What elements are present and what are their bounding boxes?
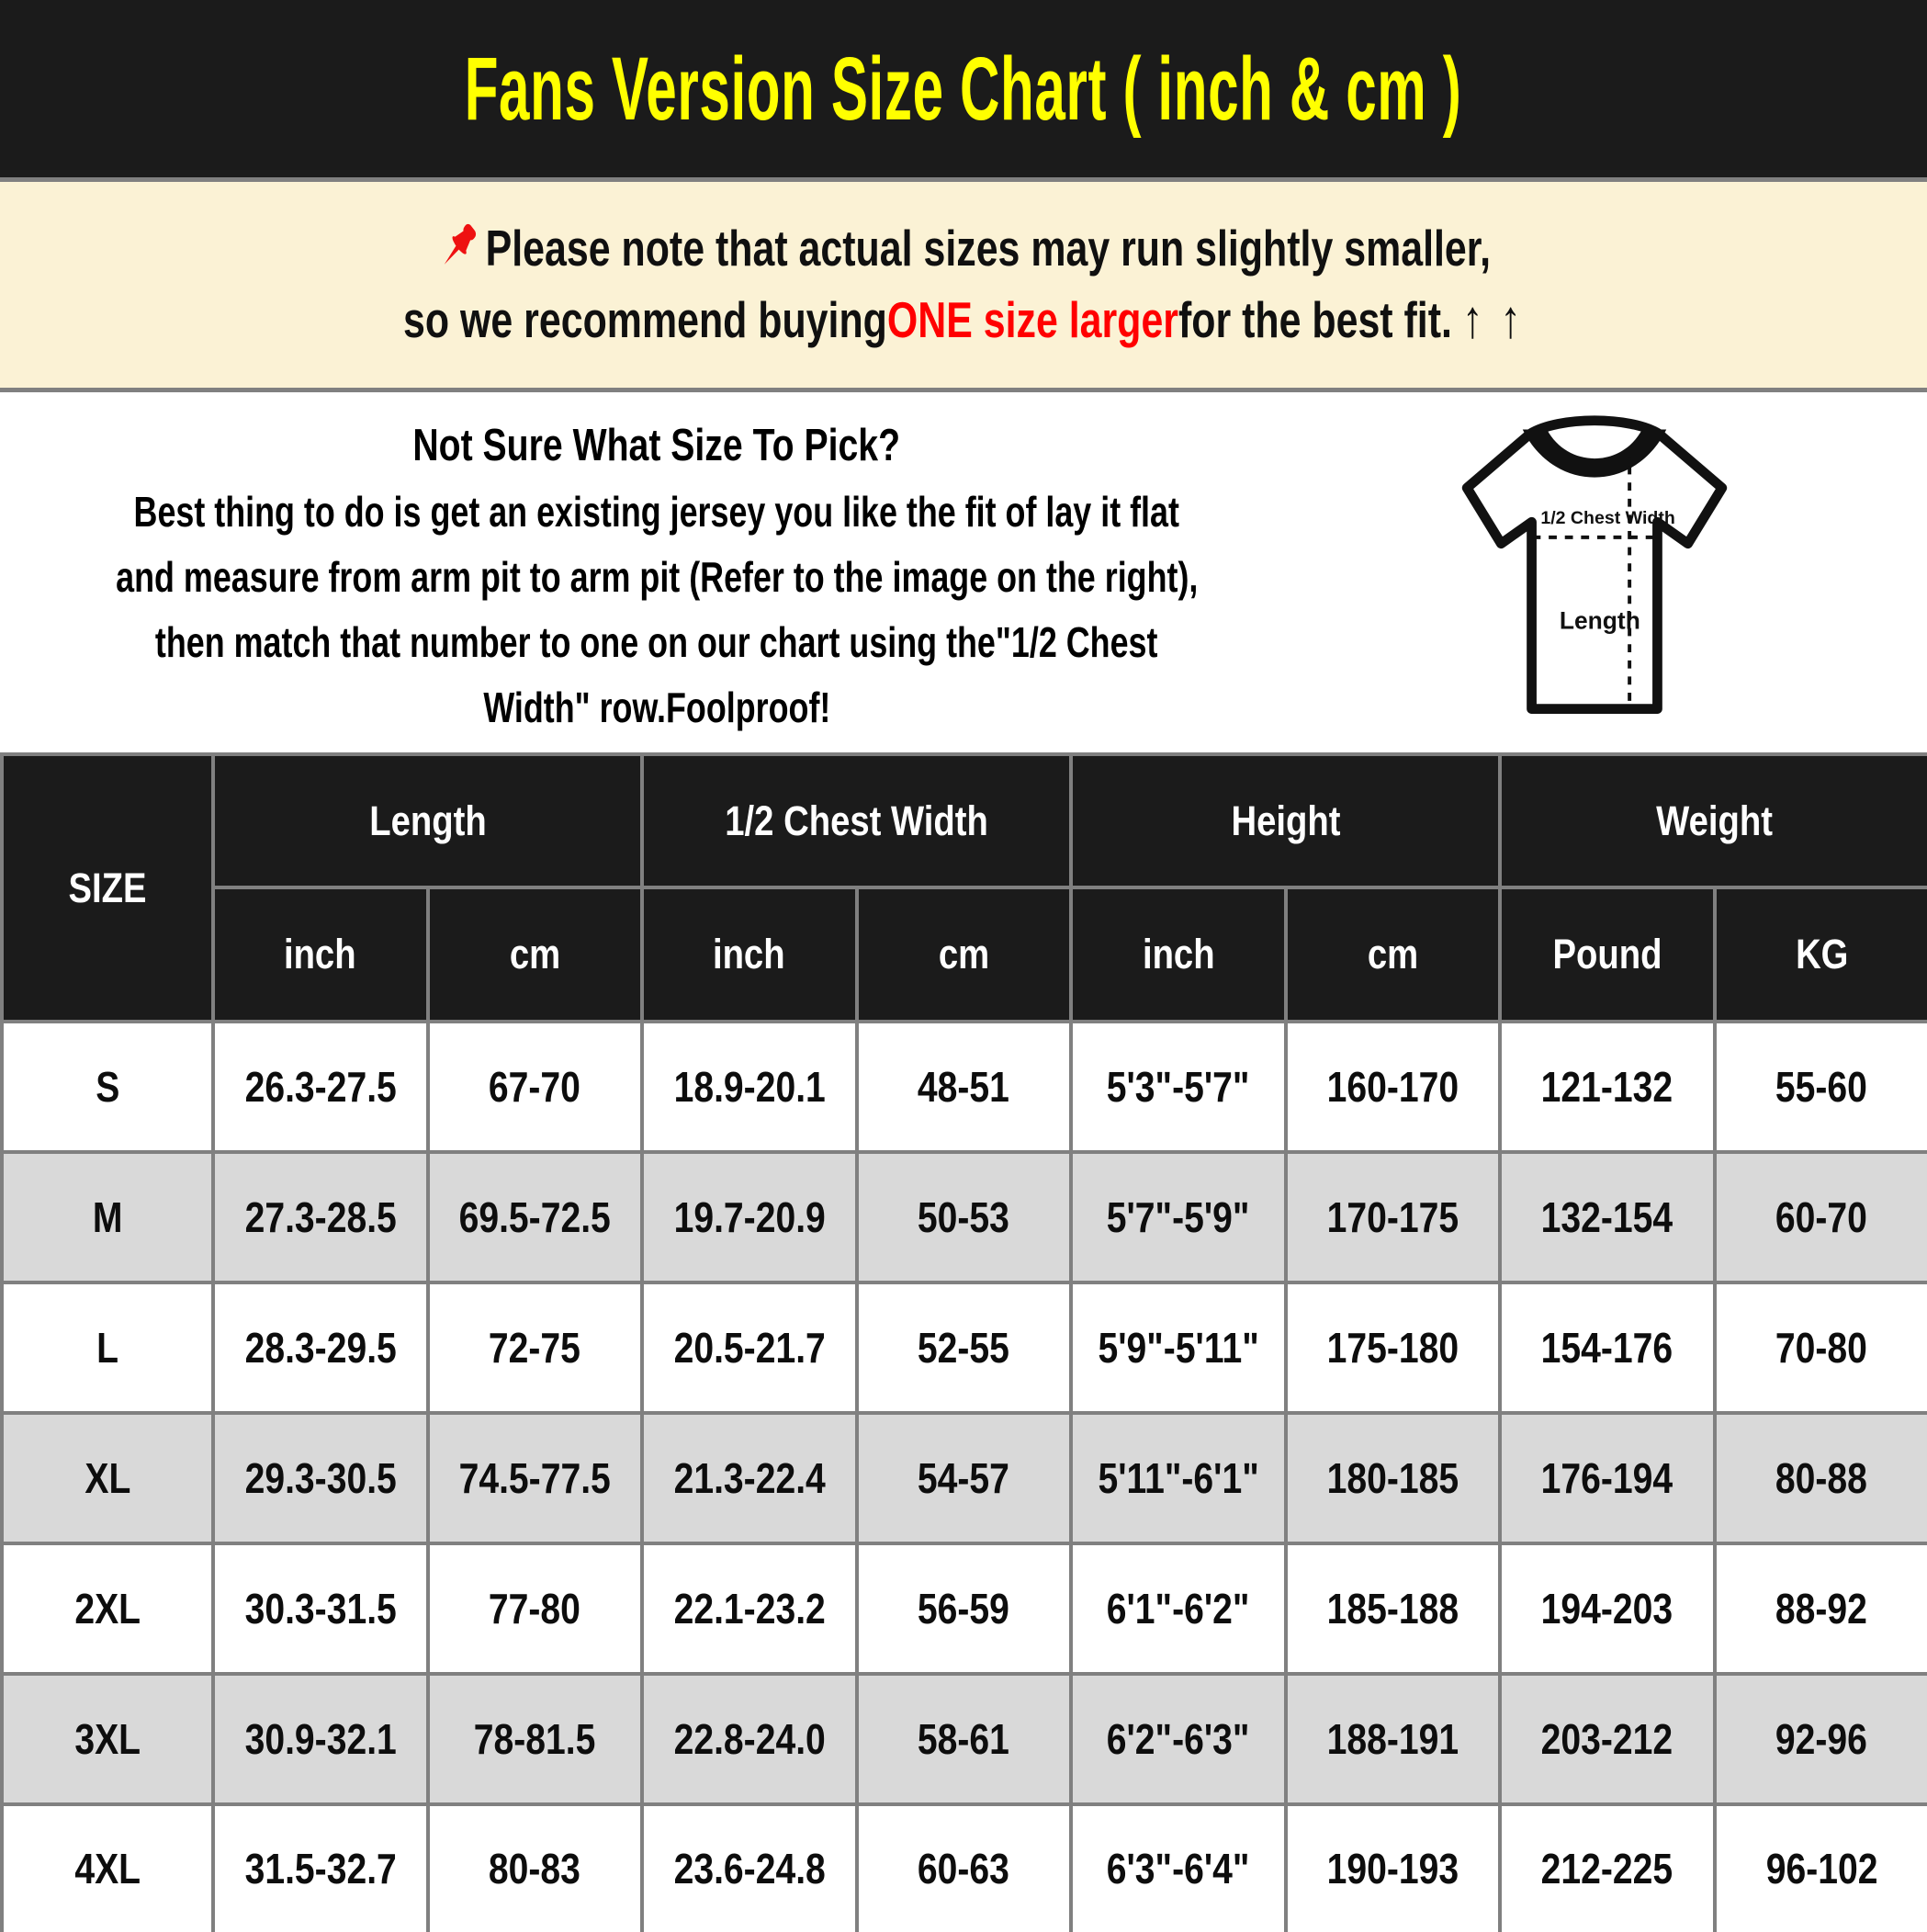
header-group-row xyxy=(2,754,1927,887)
cell: 50-53 xyxy=(857,1152,1072,1282)
size-row-3xl xyxy=(2,1674,1927,1804)
size-row-s xyxy=(2,1022,1927,1152)
size-row-4xl xyxy=(2,1804,1927,1932)
cell: 5'9"-5'11" xyxy=(1071,1282,1286,1413)
cell: 69.5-72.5 xyxy=(428,1152,643,1282)
cell: 26.3-27.5 xyxy=(213,1022,428,1152)
col-header-length-cm: cm xyxy=(428,887,643,1022)
col-header-height-inch: inch xyxy=(1071,887,1286,1022)
cell: 175-180 xyxy=(1286,1282,1501,1413)
cell: 203-212 xyxy=(1500,1674,1715,1804)
cell: 190-193 xyxy=(1286,1804,1501,1932)
cell: 60-70 xyxy=(1715,1152,1927,1282)
guide-line-1: Best thing to do is get an existing jersey you like the fit of lay it flat xyxy=(133,488,1180,536)
guide-line-4: Width" row.Foolproof! xyxy=(482,684,831,731)
cell: 80-88 xyxy=(1715,1413,1927,1543)
cell: 54-57 xyxy=(857,1413,1072,1543)
size-row-l xyxy=(2,1282,1927,1413)
cell: 121-132 xyxy=(1500,1022,1715,1152)
col-header-weight-kg: KG xyxy=(1715,887,1927,1022)
size-label: XL xyxy=(2,1413,213,1543)
cell: 160-170 xyxy=(1286,1022,1501,1152)
guide-heading: Not Sure What Size To Pick? xyxy=(412,421,901,470)
guide-section xyxy=(0,392,1927,752)
col-group-length: Length xyxy=(213,754,642,887)
cell: 29.3-30.5 xyxy=(213,1413,428,1543)
cell: 52-55 xyxy=(857,1282,1072,1413)
col-group-weight: Weight xyxy=(1500,754,1927,887)
cell: 23.6-24.8 xyxy=(642,1804,857,1932)
title-bar xyxy=(0,0,1927,177)
guide-line-2: and measure from arm pit to arm pit (Refer to the image on the right), xyxy=(115,553,1199,601)
col-header-chest-cm: cm xyxy=(857,887,1072,1022)
size-row-xl xyxy=(2,1413,1927,1543)
cell: 27.3-28.5 xyxy=(213,1152,428,1282)
cell: 28.3-29.5 xyxy=(213,1282,428,1413)
cell: 6'3"-6'4" xyxy=(1071,1804,1286,1932)
guide-line-3: then match that number to one on our chart using the"1/2 Chest xyxy=(155,618,1158,666)
size-label: M xyxy=(2,1152,213,1282)
cell: 154-176 xyxy=(1500,1282,1715,1413)
cell: 212-225 xyxy=(1500,1804,1715,1932)
cell: 170-175 xyxy=(1286,1152,1501,1282)
cell: 132-154 xyxy=(1500,1152,1715,1282)
cell: 194-203 xyxy=(1500,1543,1715,1674)
cell: 21.3-22.4 xyxy=(642,1413,857,1543)
cell: 48-51 xyxy=(857,1022,1072,1152)
size-label: 4XL xyxy=(2,1804,213,1932)
header-unit-row xyxy=(2,887,1927,1022)
length-label: Length xyxy=(1559,606,1640,635)
cell: 70-80 xyxy=(1715,1282,1927,1413)
cell: 6'2"-6'3" xyxy=(1071,1674,1286,1804)
cell: 60-63 xyxy=(857,1804,1072,1932)
col-group-chest-width: 1/2 Chest Width xyxy=(642,754,1071,887)
page-title: Fans Version Size Chart ( inch & cm ) xyxy=(465,38,1462,139)
cell: 31.5-32.7 xyxy=(213,1804,428,1932)
notice-banner xyxy=(0,182,1927,388)
cell: 96-102 xyxy=(1715,1804,1927,1932)
guide-text xyxy=(0,392,1313,752)
size-label: 2XL xyxy=(2,1543,213,1674)
cell: 185-188 xyxy=(1286,1543,1501,1674)
highlight-one-size-larger: ONE size larger xyxy=(886,291,1178,348)
cell: 5'11"-6'1" xyxy=(1071,1413,1286,1543)
col-header-length-inch: inch xyxy=(213,887,428,1022)
cell: 5'3"-5'7" xyxy=(1071,1022,1286,1152)
cell: 180-185 xyxy=(1286,1413,1501,1543)
notice-line-1 xyxy=(435,218,1491,278)
notice-text-2a: so we recommend buying xyxy=(403,291,887,348)
size-label: 3XL xyxy=(2,1674,213,1804)
cell: 72-75 xyxy=(428,1282,643,1413)
size-row-2xl xyxy=(2,1543,1927,1674)
cell: 56-59 xyxy=(857,1543,1072,1674)
cell: 67-70 xyxy=(428,1022,643,1152)
cell: 55-60 xyxy=(1715,1022,1927,1152)
cell: 77-80 xyxy=(428,1543,643,1674)
cell: 80-83 xyxy=(428,1804,643,1932)
cell: 30.9-32.1 xyxy=(213,1674,428,1804)
notice-text-1: Please note that actual sizes may run slightly smaller, xyxy=(486,220,1492,277)
cell: 6'1"-6'2" xyxy=(1071,1543,1286,1674)
size-label: S xyxy=(2,1022,213,1152)
cell: 22.8-24.0 xyxy=(642,1674,857,1804)
cell: 78-81.5 xyxy=(428,1674,643,1804)
cell: 88-92 xyxy=(1715,1543,1927,1674)
size-label: L xyxy=(2,1282,213,1413)
col-header-size: SIZE xyxy=(2,754,213,1022)
cell: 18.9-20.1 xyxy=(642,1022,857,1152)
cell: 176-194 xyxy=(1500,1413,1715,1543)
col-header-chest-inch: inch xyxy=(642,887,857,1022)
size-table xyxy=(0,752,1927,1932)
cell: 20.5-21.7 xyxy=(642,1282,857,1413)
cell: 22.1-23.2 xyxy=(642,1543,857,1674)
cell: 74.5-77.5 xyxy=(428,1413,643,1543)
col-header-height-cm: cm xyxy=(1286,887,1501,1022)
col-group-height: Height xyxy=(1071,754,1500,887)
cell: 58-61 xyxy=(857,1674,1072,1804)
cell: 92-96 xyxy=(1715,1674,1927,1804)
cell: 30.3-31.5 xyxy=(213,1543,428,1674)
chest-width-label: 1/2 Chest Width xyxy=(1540,508,1675,529)
size-row-m xyxy=(2,1152,1927,1282)
col-header-weight-pound: Pound xyxy=(1500,887,1715,1022)
cell: 188-191 xyxy=(1286,1674,1501,1804)
cell: 19.7-20.9 xyxy=(642,1152,857,1282)
cell: 5'7"-5'9" xyxy=(1071,1152,1286,1282)
up-arrows-icon: ↑ ↑ xyxy=(1461,289,1524,350)
pushpin-icon xyxy=(435,218,482,278)
notice-text-2b: for the best fit. xyxy=(1178,291,1452,348)
notice-line-2 xyxy=(403,288,1524,352)
tshirt-diagram xyxy=(1313,392,1927,752)
